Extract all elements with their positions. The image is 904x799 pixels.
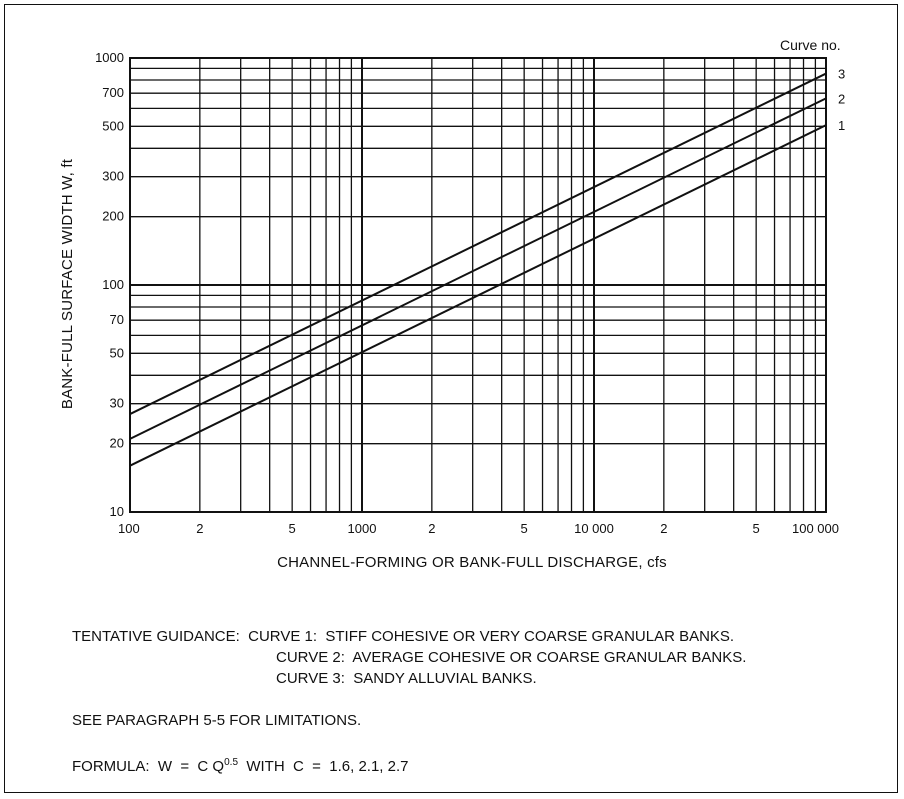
x-tick-label: 100: [118, 521, 140, 536]
curve-label-3: 3: [838, 66, 846, 82]
curve-1-note: CURVE 1: STIFF COHESIVE OR VERY COARSE GRANULAR BANKS.: [248, 628, 735, 645]
x-tick-label: 2: [196, 521, 204, 536]
y-tick-label: 300: [102, 168, 124, 184]
x-tick-label: 5: [520, 521, 528, 536]
limitations-note: SEE PARAGRAPH 5-5 FOR LIMITATIONS.: [72, 712, 362, 729]
series-line-2: [130, 98, 826, 438]
x-tick-label: 5: [752, 521, 760, 536]
curve-3-note: CURVE 3: SANDY ALLUVIAL BANKS.: [276, 670, 537, 687]
x-tick-label: 2: [428, 521, 436, 536]
y-tick-label: 700: [102, 85, 124, 101]
series-line-3: [130, 74, 826, 415]
guidance-label: TENTATIVE GUIDANCE:: [72, 628, 240, 645]
legend-title: Curve no.: [780, 37, 841, 53]
curve-label-2: 2: [838, 91, 846, 107]
x-tick-label: 1000: [347, 521, 377, 536]
y-tick-label: 10: [109, 504, 124, 519]
curve-2-note: CURVE 2: AVERAGE COHESIVE OR COARSE GRANULAR BANKS.: [276, 649, 747, 666]
x-axis-label: CHANNEL-FORMING OR BANK-FULL DISCHARGE, cfs: [277, 554, 667, 571]
x-tick-label: 5: [288, 521, 296, 536]
y-tick-label: 500: [102, 118, 124, 134]
formula-suffix: WITH C = 1.6, 2.1, 2.7: [238, 758, 409, 775]
x-tick-label: 100 000: [792, 521, 839, 536]
y-axis-label: BANK-FULL SURFACE WIDTH W, ft: [59, 158, 76, 410]
formula-exponent: 0.5: [224, 757, 239, 768]
notes-block: [72, 626, 746, 777]
y-tick-label: 50: [109, 345, 124, 361]
curve-label-1: 1: [838, 118, 846, 134]
y-tick-label: 100: [102, 277, 124, 292]
guidance-line-1: [72, 626, 746, 647]
formula-prefix: FORMULA: W = C Q: [72, 758, 225, 775]
x-tick-labels: [118, 521, 839, 536]
curve-labels: [838, 67, 845, 134]
y-tick-label: 70: [109, 312, 124, 328]
y-tick-label: 20: [109, 435, 124, 451]
y-tick-label: 200: [102, 208, 124, 224]
series-lines: [130, 74, 826, 466]
y-tick-label: 30: [109, 395, 124, 411]
chart-grid: [130, 58, 826, 512]
x-tick-label: 2: [660, 521, 668, 536]
x-tick-label: 10 000: [574, 521, 614, 536]
formula-note: [72, 752, 746, 777]
y-tick-label: 1000: [95, 50, 124, 65]
y-tick-labels: [95, 50, 124, 519]
